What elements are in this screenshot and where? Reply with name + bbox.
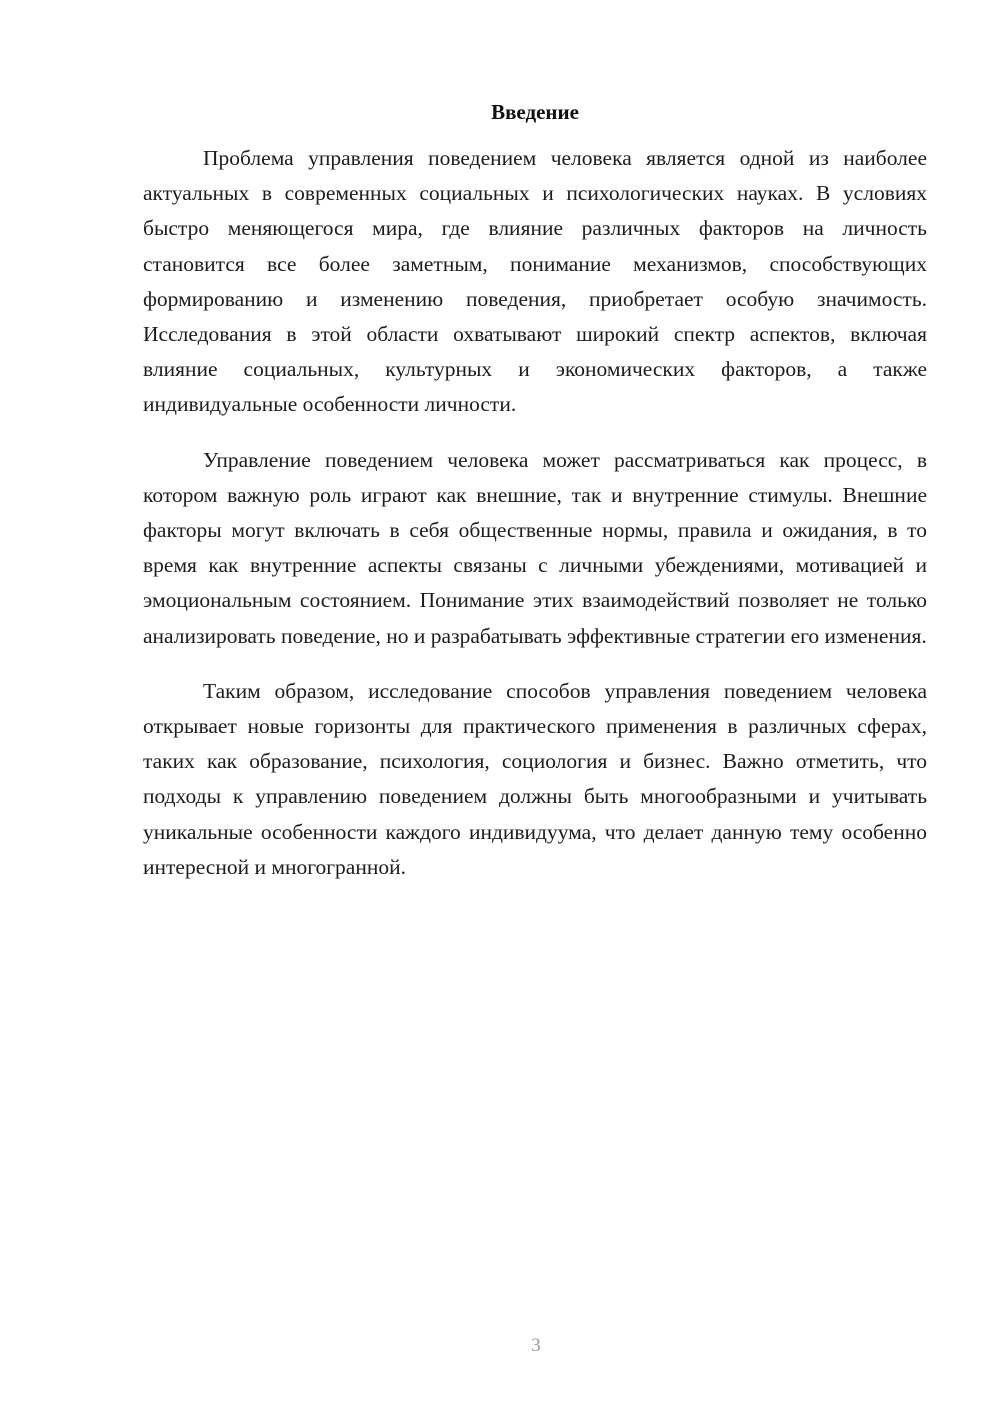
body-text (143, 141, 927, 905)
page-number: 3 (531, 1335, 541, 1356)
paragraph-3: Таким образом, исследование способов управления поведением человека открывает новые горизонты для практического применения в различных сферах, таких как образование, психология, социология и бизнес. Важно отметить, что подходы к управлению поведением должны быть многообразными и учитывать уникальные особенности каждого индивидуума, что делает данную тему особенно интересной и многогранной. (143, 678, 927, 879)
paragraph-1: Проблема управления поведением человека является одной из наиболее актуальных в современных социальных и психологических науках. В условиях быстро меняющегося мира, где влияние различных факторов на личность становится все более заметным, понимание механизмов, способствующих формированию и изменению поведения, приобретает особую значимость. Исследования в этой области охватывают широкий спектр аспектов, включая влияние социальных, культурных и экономических факторов, а также индивидуальные особенности личности. (143, 146, 927, 417)
paragraph-2: Управление поведением человека может рассматриваться как процесс, в котором важную роль играют как внешние, так и внутренние стимулы. Внешние факторы могут включать в себя общественные нормы, правила и ожидания, в то время как внутренние аспекты связаны с личными убеждениями, мотивацией и эмоциональным состоянием. Понимание этих взаимодействий позволяет не только анализировать поведение, но и разрабатывать эффективные стратегии его изменения. (143, 447, 927, 648)
section-title: Введение (491, 100, 579, 124)
